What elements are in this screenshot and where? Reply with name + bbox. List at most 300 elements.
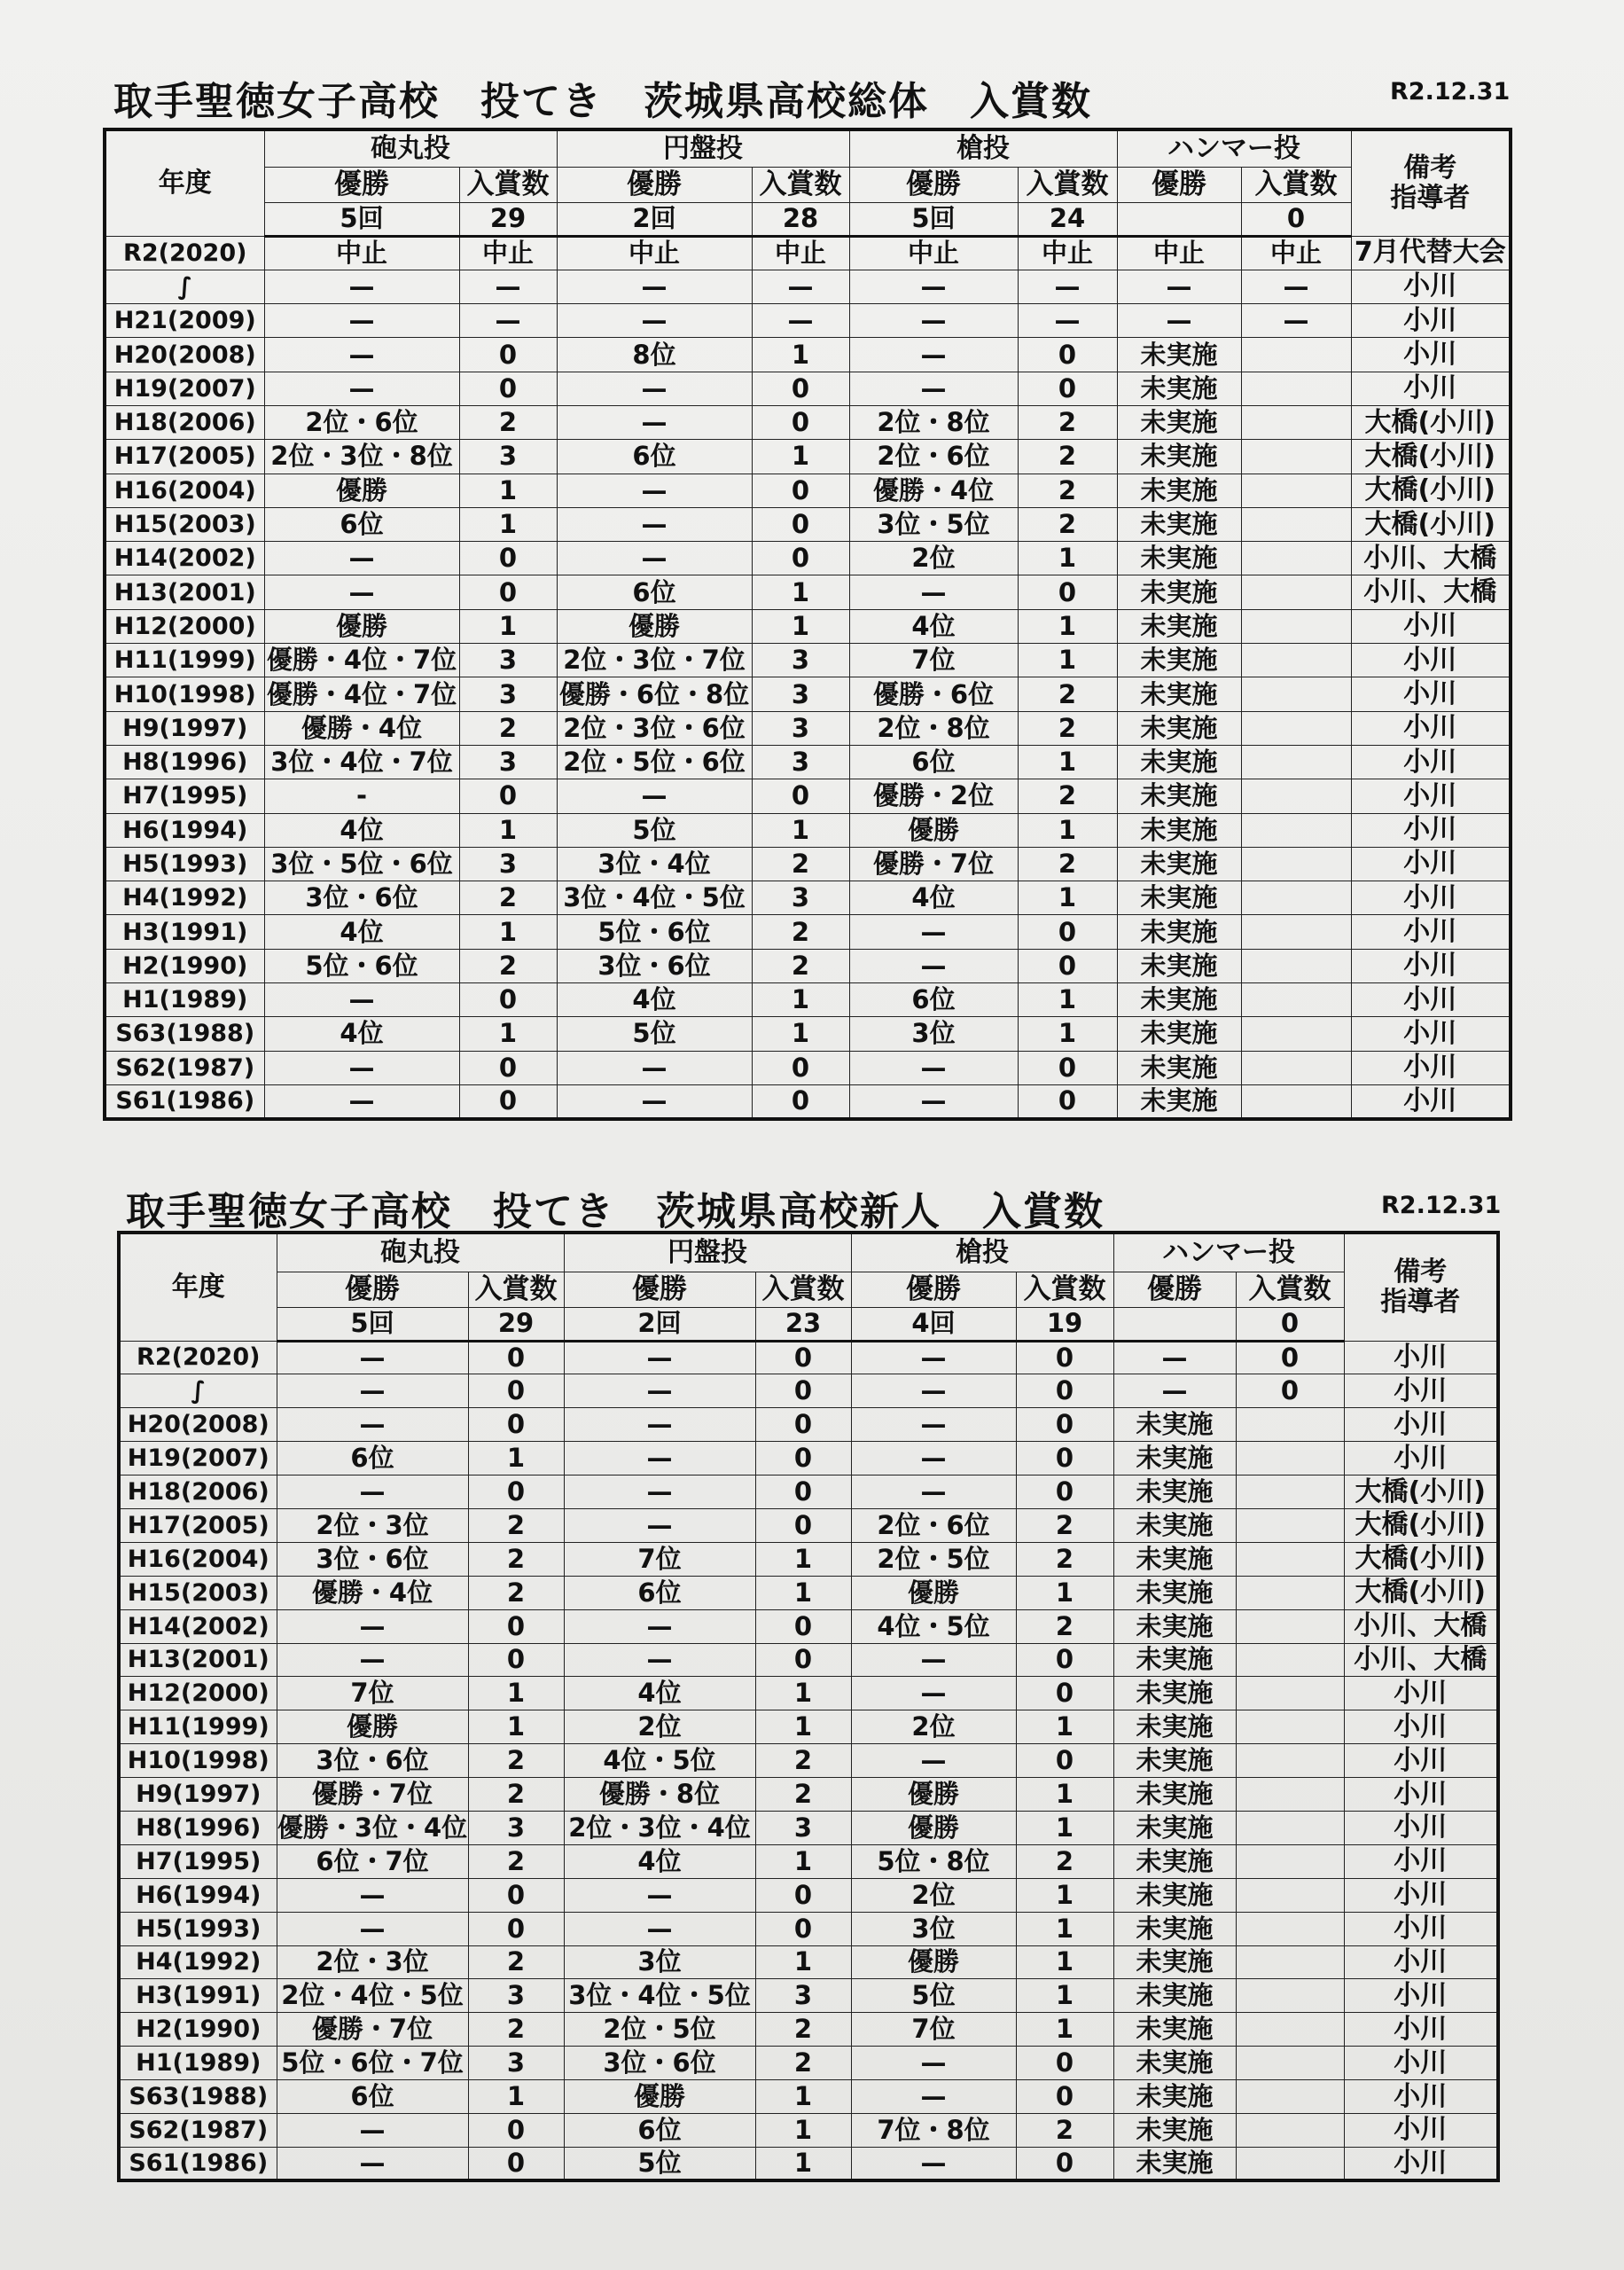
coach-cell: 小川 <box>1344 1979 1498 2013</box>
result-cell: 0 <box>1016 1341 1113 1374</box>
result-cell: 4位 <box>264 1017 459 1051</box>
sub-header: 優勝 <box>564 1272 755 1307</box>
result-cell: 0 <box>755 1341 851 1374</box>
result-cell: 未実施 <box>1117 1051 1241 1084</box>
result-cell: 1 <box>468 1710 564 1744</box>
result-cell: — <box>851 1744 1016 1778</box>
result-cell: 1 <box>459 609 557 643</box>
result-cell: 優勝・8位 <box>564 1778 755 1812</box>
table-row <box>105 915 1511 949</box>
result-cell: 0 <box>1016 2047 1113 2080</box>
result-cell: 0 <box>459 779 557 813</box>
note-header <box>1351 129 1511 236</box>
table-row <box>105 1017 1511 1051</box>
result-cell: 3位・6位 <box>557 949 752 982</box>
result-cell <box>1241 779 1351 813</box>
result-cell: 3位 <box>851 1912 1016 1945</box>
result-cell <box>1236 1945 1344 1979</box>
result-cell: 0 <box>755 1878 851 1912</box>
result-cell <box>1241 1017 1351 1051</box>
coach-cell: 7月代替大会 <box>1351 236 1511 270</box>
result-cell: 1 <box>459 474 557 507</box>
table-row <box>119 1979 1498 2013</box>
event-header: ハンマー投 <box>1117 129 1351 167</box>
result-cell: 4位・5位 <box>851 1609 1016 1643</box>
result-cell: 0 <box>468 1476 564 1509</box>
result-cell: 0 <box>1016 1374 1113 1408</box>
table-row <box>105 507 1511 541</box>
result-cell: 未実施 <box>1113 1609 1236 1643</box>
coach-label: 指導者 <box>1390 182 1471 214</box>
result-cell: 2 <box>468 2013 564 2047</box>
result-cell: — <box>1241 270 1351 303</box>
result-cell: 3位・4位・5位 <box>564 1979 755 2013</box>
result-cell: 1 <box>752 983 849 1017</box>
result-cell <box>1241 338 1351 372</box>
result-cell: 1 <box>755 2080 851 2114</box>
coach-cell: 小川、大橋 <box>1351 575 1511 609</box>
result-cell: 2位・8位 <box>849 405 1018 439</box>
result-cell: 1 <box>1016 1778 1113 1812</box>
total-cell: 23 <box>755 1307 851 1341</box>
result-cell <box>1236 1643 1344 1677</box>
result-cell: — <box>264 270 459 303</box>
result-cell: — <box>564 1374 755 1408</box>
result-cell: 5位・6位 <box>557 915 752 949</box>
table-row <box>119 1710 1498 1744</box>
result-cell <box>1241 372 1351 405</box>
year-cell: ∫ <box>105 270 264 303</box>
result-cell: 未実施 <box>1117 372 1241 405</box>
year-cell: H14(2002) <box>119 1609 277 1643</box>
result-cell: 0 <box>752 779 849 813</box>
result-cell: 7位・8位 <box>851 2113 1016 2147</box>
result-cell: 2 <box>1018 405 1117 439</box>
result-cell: 2 <box>1016 1508 1113 1542</box>
result-cell: 優勝 <box>564 2080 755 2114</box>
result-cell <box>1241 644 1351 677</box>
result-cell: 6位 <box>564 2113 755 2147</box>
sub-header: 入賞数 <box>1236 1272 1344 1307</box>
result-cell: 0 <box>752 405 849 439</box>
sub-header: 入賞数 <box>752 167 849 202</box>
result-cell: 1 <box>468 1677 564 1710</box>
year-cell: H18(2006) <box>105 405 264 439</box>
result-cell: 未実施 <box>1113 1844 1236 1878</box>
result-cell: — <box>264 542 459 575</box>
result-cell <box>1236 2013 1344 2047</box>
result-cell: 3 <box>752 677 849 711</box>
result-cell: — <box>564 1442 755 1476</box>
year-cell: H4(1992) <box>119 1945 277 1979</box>
table-row <box>105 609 1511 643</box>
table-row <box>105 949 1511 982</box>
sub-header: 優勝 <box>851 1272 1016 1307</box>
result-cell: 1 <box>755 2147 851 2180</box>
result-cell: 未実施 <box>1113 2113 1236 2147</box>
total-cell: 29 <box>459 202 557 236</box>
result-cell: 未実施 <box>1113 2047 1236 2080</box>
result-cell <box>1236 1609 1344 1643</box>
result-cell: 1 <box>459 507 557 541</box>
result-cell: 2 <box>755 2013 851 2047</box>
result-cell: — <box>264 304 459 338</box>
result-cell: — <box>851 1341 1016 1374</box>
total-cell: 2回 <box>557 202 752 236</box>
table-row <box>119 1945 1498 1979</box>
result-cell: 3 <box>459 440 557 474</box>
year-cell: S62(1987) <box>105 1051 264 1084</box>
result-cell: 未実施 <box>1113 1811 1236 1844</box>
event-header: 円盤投 <box>557 129 849 167</box>
result-cell: 未実施 <box>1117 915 1241 949</box>
result-cell: 1 <box>752 338 849 372</box>
result-cell: 2 <box>1016 1844 1113 1878</box>
result-cell: 6位 <box>277 2080 468 2114</box>
result-cell: 1 <box>755 1844 851 1878</box>
result-cell: 0 <box>755 1508 851 1542</box>
result-cell: — <box>564 1609 755 1643</box>
result-cell: 0 <box>755 1609 851 1643</box>
result-cell <box>1241 915 1351 949</box>
result-cell: 2 <box>459 881 557 915</box>
result-cell: 未実施 <box>1117 881 1241 915</box>
result-cell: 優勝 <box>557 609 752 643</box>
year-cell: H18(2006) <box>119 1476 277 1509</box>
result-cell: 3位・4位 <box>557 847 752 881</box>
result-cell: 6位 <box>849 983 1018 1017</box>
result-cell: 0 <box>459 1084 557 1118</box>
result-cell: 中止 <box>557 236 752 270</box>
result-cell: — <box>264 1051 459 1084</box>
result-cell: 2 <box>1016 1542 1113 1576</box>
year-cell: H15(2003) <box>119 1576 277 1609</box>
coach-cell: 小川 <box>1344 2047 1498 2080</box>
coach-cell: 小川 <box>1351 644 1511 677</box>
coach-cell: 小川 <box>1344 1442 1498 1476</box>
sub-header: 優勝 <box>1113 1272 1236 1307</box>
result-cell: 6位 <box>557 575 752 609</box>
result-cell: 未実施 <box>1113 1442 1236 1476</box>
result-cell <box>1236 1576 1344 1609</box>
result-cell: 未実施 <box>1113 1476 1236 1509</box>
result-cell: — <box>264 1084 459 1118</box>
result-cell: 未実施 <box>1113 1576 1236 1609</box>
page-title: 取手聖徳女子高校 投てき 茨城県高校新人 入賞数 <box>126 1189 1105 1234</box>
result-cell: 未実施 <box>1117 677 1241 711</box>
result-cell: 3位 <box>564 1945 755 1979</box>
total-cell: 0 <box>1241 202 1351 236</box>
result-cell: 0 <box>459 1051 557 1084</box>
result-cell: 2位・3位 <box>277 1945 468 1979</box>
coach-cell: 小川 <box>1351 609 1511 643</box>
result-cell: 未実施 <box>1117 711 1241 745</box>
table-row <box>105 711 1511 745</box>
coach-cell: 小川 <box>1344 1912 1498 1945</box>
table-row <box>105 881 1511 915</box>
page-title: 取手聖徳女子高校 投てき 茨城県高校総体 入賞数 <box>113 79 1092 124</box>
results-table <box>103 128 1512 1121</box>
result-cell: 0 <box>755 1912 851 1945</box>
result-cell: 2位・6位 <box>264 405 459 439</box>
result-cell: — <box>851 1643 1016 1677</box>
result-cell: 優勝・7位 <box>277 1778 468 1812</box>
result-cell: 0 <box>1018 949 1117 982</box>
result-cell: 2 <box>468 1744 564 1778</box>
year-cell: H11(1999) <box>105 644 264 677</box>
year-header: 年度 <box>119 1233 277 1341</box>
result-cell: 3 <box>459 847 557 881</box>
result-cell: 4位 <box>564 1844 755 1878</box>
result-cell: 3 <box>468 2047 564 2080</box>
result-cell <box>1241 507 1351 541</box>
year-cell: S61(1986) <box>105 1084 264 1118</box>
table-row <box>119 1476 1498 1509</box>
result-cell: 6位 <box>849 745 1018 779</box>
result-cell: 0 <box>752 542 849 575</box>
year-cell: H12(2000) <box>105 609 264 643</box>
result-cell <box>1241 745 1351 779</box>
year-cell: H9(1997) <box>105 711 264 745</box>
result-cell: 1 <box>459 1017 557 1051</box>
result-cell: — <box>849 338 1018 372</box>
result-cell <box>1241 949 1351 982</box>
result-cell: 4位 <box>264 813 459 847</box>
result-cell: 未実施 <box>1117 575 1241 609</box>
result-cell: 1 <box>752 575 849 609</box>
year-cell: H7(1995) <box>119 1844 277 1878</box>
sub-header: 優勝 <box>277 1272 468 1307</box>
result-cell: 2位・5位 <box>564 2013 755 2047</box>
result-cell: — <box>849 270 1018 303</box>
result-cell: 0 <box>1236 1374 1344 1408</box>
result-cell: — <box>557 372 752 405</box>
coach-cell: 小川 <box>1344 1811 1498 1844</box>
result-cell: - <box>264 779 459 813</box>
result-cell <box>1236 1508 1344 1542</box>
total-cell: 4回 <box>851 1307 1016 1341</box>
result-cell: 優勝 <box>851 1945 1016 1979</box>
coach-cell: 小川 <box>1344 1374 1498 1408</box>
result-cell <box>1241 440 1351 474</box>
total-cell: 24 <box>1018 202 1117 236</box>
result-cell: 1 <box>755 1710 851 1744</box>
result-cell: 2 <box>755 2047 851 2080</box>
result-cell: 5位・8位 <box>851 1844 1016 1878</box>
result-cell <box>1236 1878 1344 1912</box>
result-cell: 4位 <box>849 609 1018 643</box>
sub-header: 優勝 <box>557 167 752 202</box>
table-row <box>105 847 1511 881</box>
result-cell: 1 <box>752 1017 849 1051</box>
result-cell: 2 <box>459 711 557 745</box>
result-cell: 0 <box>1016 1408 1113 1442</box>
result-cell: — <box>849 1084 1018 1118</box>
result-cell: 4位 <box>557 983 752 1017</box>
result-cell: 2 <box>1018 507 1117 541</box>
result-cell <box>1241 405 1351 439</box>
year-cell: H2(1990) <box>105 949 264 982</box>
result-cell: 未実施 <box>1117 1017 1241 1051</box>
result-cell: 未実施 <box>1117 440 1241 474</box>
table-row <box>119 1576 1498 1609</box>
year-cell: H12(2000) <box>119 1677 277 1710</box>
result-cell: 中止 <box>1241 236 1351 270</box>
result-cell: 2位・3位・4位 <box>564 1811 755 1844</box>
result-cell: 0 <box>468 1643 564 1677</box>
result-cell: 2 <box>752 915 849 949</box>
result-cell: 1 <box>1018 745 1117 779</box>
result-cell <box>1236 2080 1344 2114</box>
result-cell: 0 <box>1018 338 1117 372</box>
result-cell: — <box>851 1442 1016 1476</box>
event-header: 砲丸投 <box>277 1233 564 1272</box>
year-cell: H6(1994) <box>105 813 264 847</box>
table-row <box>105 575 1511 609</box>
table-row <box>119 1912 1498 1945</box>
result-cell: — <box>459 304 557 338</box>
coach-cell: 小川 <box>1344 1778 1498 1812</box>
coach-cell: 小川 <box>1351 813 1511 847</box>
sub-header: 入賞数 <box>1018 167 1117 202</box>
result-cell: 1 <box>1016 1576 1113 1609</box>
result-cell: 2位・3位・6位 <box>557 711 752 745</box>
result-cell: 1 <box>755 1945 851 1979</box>
result-cell: 未実施 <box>1117 338 1241 372</box>
result-cell: 0 <box>1018 372 1117 405</box>
coach-cell: 小川 <box>1344 1341 1498 1374</box>
table-row <box>119 2147 1498 2180</box>
result-cell: 未実施 <box>1117 507 1241 541</box>
result-cell: 2 <box>468 1576 564 1609</box>
year-cell: H10(1998) <box>105 677 264 711</box>
result-cell: 1 <box>459 813 557 847</box>
result-cell: 1 <box>1018 1017 1117 1051</box>
result-cell: 未実施 <box>1113 1643 1236 1677</box>
result-cell: 未実施 <box>1117 542 1241 575</box>
coach-cell: 小川 <box>1351 881 1511 915</box>
result-cell: 2 <box>1018 440 1117 474</box>
result-cell: 2 <box>468 1542 564 1576</box>
result-cell <box>1241 609 1351 643</box>
result-cell: — <box>557 405 752 439</box>
year-cell: ∫ <box>119 1374 277 1408</box>
result-cell: 3 <box>459 644 557 677</box>
result-cell: 0 <box>468 2113 564 2147</box>
result-cell: — <box>1117 304 1241 338</box>
coach-cell: 大橋(小川) <box>1351 440 1511 474</box>
table-row <box>119 1341 1498 1374</box>
result-cell: 未実施 <box>1117 847 1241 881</box>
result-cell: 2 <box>468 1945 564 1979</box>
result-cell: 優勝・4位 <box>264 711 459 745</box>
result-cell: 優勝・6位 <box>849 677 1018 711</box>
result-cell: 優勝 <box>851 1778 1016 1812</box>
coach-cell: 小川 <box>1344 2013 1498 2047</box>
result-cell: 未実施 <box>1113 1979 1236 2013</box>
result-cell: — <box>557 779 752 813</box>
result-cell: 3位・4位・7位 <box>264 745 459 779</box>
sub-header: 優勝 <box>849 167 1018 202</box>
coach-cell: 小川 <box>1351 983 1511 1017</box>
result-cell: — <box>277 2113 468 2147</box>
result-cell: 2位・3位・8位 <box>264 440 459 474</box>
result-cell: 未実施 <box>1117 983 1241 1017</box>
result-cell: 未実施 <box>1113 1677 1236 1710</box>
coach-cell: 小川 <box>1344 1710 1498 1744</box>
total-cell: 5回 <box>264 202 459 236</box>
result-cell: 0 <box>1236 1341 1344 1374</box>
event-header: 槍投 <box>851 1233 1113 1272</box>
result-cell: 未実施 <box>1117 609 1241 643</box>
result-cell: 優勝・4位 <box>277 1576 468 1609</box>
result-cell: — <box>851 1374 1016 1408</box>
total-cell <box>1113 1307 1236 1341</box>
result-cell: 1 <box>1016 1912 1113 1945</box>
year-cell: H11(1999) <box>119 1710 277 1744</box>
result-cell: 0 <box>459 372 557 405</box>
year-cell: R2(2020) <box>119 1341 277 1374</box>
result-cell: 中止 <box>459 236 557 270</box>
result-cell: 3 <box>752 745 849 779</box>
result-cell <box>1236 1844 1344 1878</box>
result-cell: 2 <box>1018 677 1117 711</box>
year-cell: H6(1994) <box>119 1878 277 1912</box>
table-row <box>105 405 1511 439</box>
table-row <box>105 745 1511 779</box>
result-cell: 3位・5位・6位 <box>264 847 459 881</box>
result-cell: 優勝 <box>277 1710 468 1744</box>
result-cell: 1 <box>468 2080 564 2114</box>
result-cell: 6位 <box>564 1576 755 1609</box>
result-cell <box>1236 1542 1344 1576</box>
result-cell: 優勝 <box>851 1811 1016 1844</box>
result-cell: — <box>851 2047 1016 2080</box>
result-cell: — <box>557 304 752 338</box>
result-cell: 1 <box>1016 1979 1113 2013</box>
table-row <box>119 1677 1498 1710</box>
sub-header: 入賞数 <box>755 1272 851 1307</box>
sub-header: 入賞数 <box>1016 1272 1113 1307</box>
result-cell: 未実施 <box>1117 813 1241 847</box>
table-row <box>119 2113 1498 2147</box>
total-cell: 28 <box>752 202 849 236</box>
result-cell: 1 <box>1018 644 1117 677</box>
result-cell: 2 <box>1018 711 1117 745</box>
result-cell: — <box>277 1643 468 1677</box>
result-cell: 3 <box>755 1979 851 2013</box>
result-cell: 2位・6位 <box>849 440 1018 474</box>
result-cell: 0 <box>755 1643 851 1677</box>
result-cell: 0 <box>1016 1744 1113 1778</box>
result-cell: 優勝・4位 <box>849 474 1018 507</box>
coach-cell: 大橋(小川) <box>1344 1542 1498 1576</box>
result-cell: 3位・6位 <box>264 881 459 915</box>
result-cell: 0 <box>752 1084 849 1118</box>
coach-cell: 大橋(小川) <box>1351 507 1511 541</box>
result-cell: — <box>849 304 1018 338</box>
result-cell: — <box>752 304 849 338</box>
result-cell <box>1241 711 1351 745</box>
result-cell: 3位・5位 <box>849 507 1018 541</box>
result-cell: 0 <box>468 1878 564 1912</box>
result-cell: 中止 <box>1117 236 1241 270</box>
result-cell: 未実施 <box>1113 1508 1236 1542</box>
result-cell: 2 <box>752 949 849 982</box>
result-cell: 0 <box>755 1374 851 1408</box>
result-cell: — <box>459 270 557 303</box>
result-cell: — <box>564 1912 755 1945</box>
